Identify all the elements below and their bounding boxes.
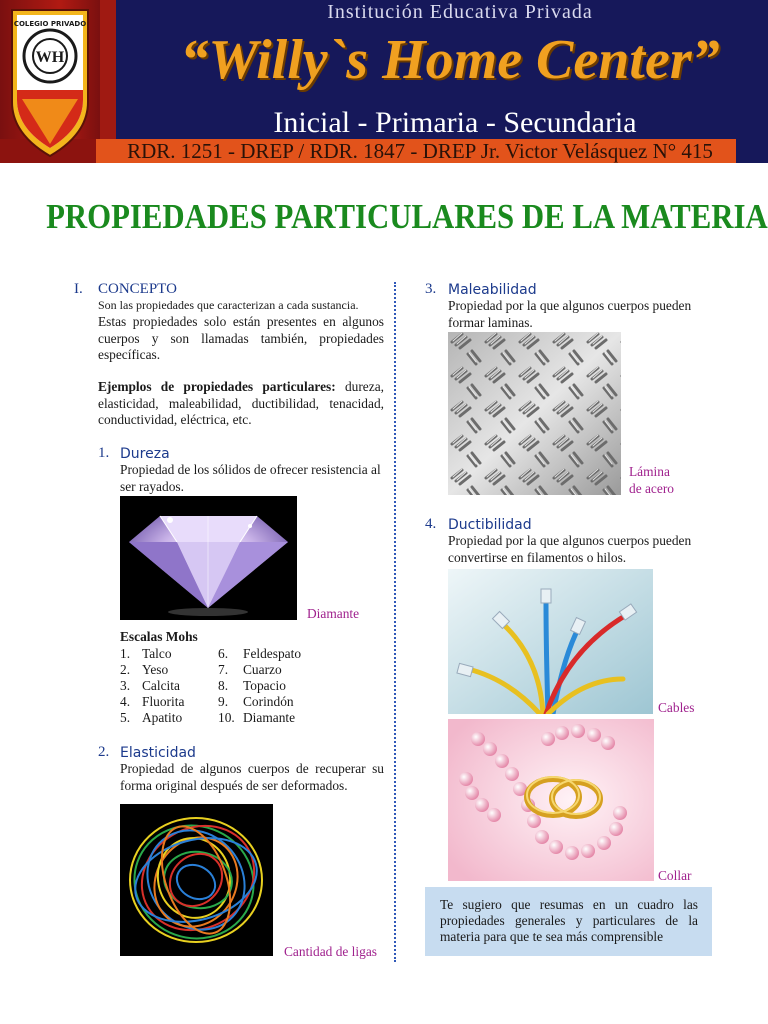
mohs-row xyxy=(120,710,301,726)
mohs-row xyxy=(120,678,301,694)
mohs-number: 1. xyxy=(120,646,131,661)
mohs-mineral: Apatito xyxy=(142,710,183,725)
mohs-mineral: Feldespato xyxy=(243,646,302,661)
mohs-number: 8. xyxy=(218,678,229,693)
necklace-caption: Collar xyxy=(658,868,692,883)
rubber-bands-image xyxy=(120,804,273,956)
mohs-number: 2. xyxy=(120,662,131,677)
mohs-mineral: Talco xyxy=(142,646,172,661)
concept-examples xyxy=(98,379,384,429)
rubber-bands-caption: Cantidad de ligas xyxy=(284,944,377,959)
dureza-text: Propiedad de los sólidos de ofrecer resistencia al ser rayados. xyxy=(120,462,381,494)
school-crest-logo xyxy=(8,4,92,160)
maleabilidad-number: 3. xyxy=(425,281,437,297)
concept-heading: CONCEPTO xyxy=(98,281,177,297)
steel-caption-line2: de acero xyxy=(629,481,674,496)
steel-caption-line1: Lámina xyxy=(629,464,670,479)
mohs-title: Escalas Mohs xyxy=(120,629,198,644)
crest-text: COLEGIO PRIVADO xyxy=(13,20,87,28)
cables-image xyxy=(448,569,653,714)
concept-number: I. xyxy=(74,281,83,297)
dureza-number: 1. xyxy=(98,445,110,461)
diamond-image xyxy=(120,496,297,620)
mohs-row xyxy=(120,662,301,678)
mohs-row xyxy=(120,694,301,710)
crest-monogram: WH xyxy=(35,49,65,66)
tip-box xyxy=(425,887,712,956)
elasticidad-heading: Elasticidad xyxy=(120,745,196,761)
mohs-number: 5. xyxy=(120,710,131,725)
examples-text: dureza, elasticidad, maleabilidad, ductibilidad, tenacidad, conductividad, eléctrica, etc. xyxy=(98,379,384,427)
mohs-number: 6. xyxy=(218,646,229,661)
mohs-mineral: Fluorita xyxy=(142,694,185,709)
mohs-mineral: Topacio xyxy=(243,678,286,693)
ductibilidad-text: Propiedad por la que algunos cuerpos pueden convertirse en filamentos o hilos. xyxy=(448,533,692,565)
elasticidad-text: Propiedad de algunos cuerpos de recuperar su forma original después de ser deformados. xyxy=(120,761,384,793)
mohs-number: 4. xyxy=(120,694,131,709)
examples-label: Ejemplos de propiedades particulares: xyxy=(98,379,336,394)
mohs-number: 7. xyxy=(218,662,229,677)
necklace-image xyxy=(448,719,654,881)
mohs-mineral: Yeso xyxy=(142,662,169,677)
mohs-number: 9. xyxy=(218,694,229,709)
page-title: PROPIEDADES PARTICULARES DE LA MATERIA xyxy=(46,197,768,236)
mohs-number: 3. xyxy=(120,678,131,693)
banner-school-name: “Willy`s Home Center” xyxy=(180,29,720,91)
ductibilidad-heading: Ductibilidad xyxy=(448,517,532,533)
tip-text: Te sugiero que resumas en un cuadro las propiedades generales y particulares de la materia para que te sea más comprensible xyxy=(440,897,698,944)
mohs-mineral: Cuarzo xyxy=(243,662,282,677)
mohs-scale-table xyxy=(120,646,301,726)
maleabilidad-text: Propiedad por la que algunos cuerpos pueden formar laminas. xyxy=(448,298,692,330)
maleabilidad-heading: Maleabilidad xyxy=(448,282,537,298)
banner-registration: RDR. 1251 - DREP / RDR. 1847 - DREP Jr. Victor Velásquez N° 415 xyxy=(127,139,713,163)
concept-intro-rest: Estas propiedades solo están presentes en algunos cuerpos y son llamadas también, propiedades específicas. xyxy=(98,314,384,362)
concept-intro-line: Son las propiedades que caracterizan a cada sustancia. xyxy=(98,298,359,312)
elasticidad-number: 2. xyxy=(98,744,110,760)
mohs-mineral: Calcita xyxy=(142,678,180,693)
mohs-mineral: Diamante xyxy=(243,710,296,725)
mohs-row xyxy=(120,646,301,662)
steel-plate-image xyxy=(448,332,621,495)
banner-levels: Inicial - Primaria - Secundaria xyxy=(273,106,637,139)
header-banner xyxy=(0,0,768,163)
ductibilidad-number: 4. xyxy=(425,516,437,532)
mohs-mineral: Corindón xyxy=(243,694,294,709)
banner-institution: Institución Educativa Privada xyxy=(327,1,593,23)
mohs-number: 10. xyxy=(218,710,235,725)
dureza-heading: Dureza xyxy=(120,446,170,462)
cables-caption: Cables xyxy=(658,700,695,715)
diamond-caption: Diamante xyxy=(307,606,360,621)
column-divider xyxy=(394,282,396,962)
